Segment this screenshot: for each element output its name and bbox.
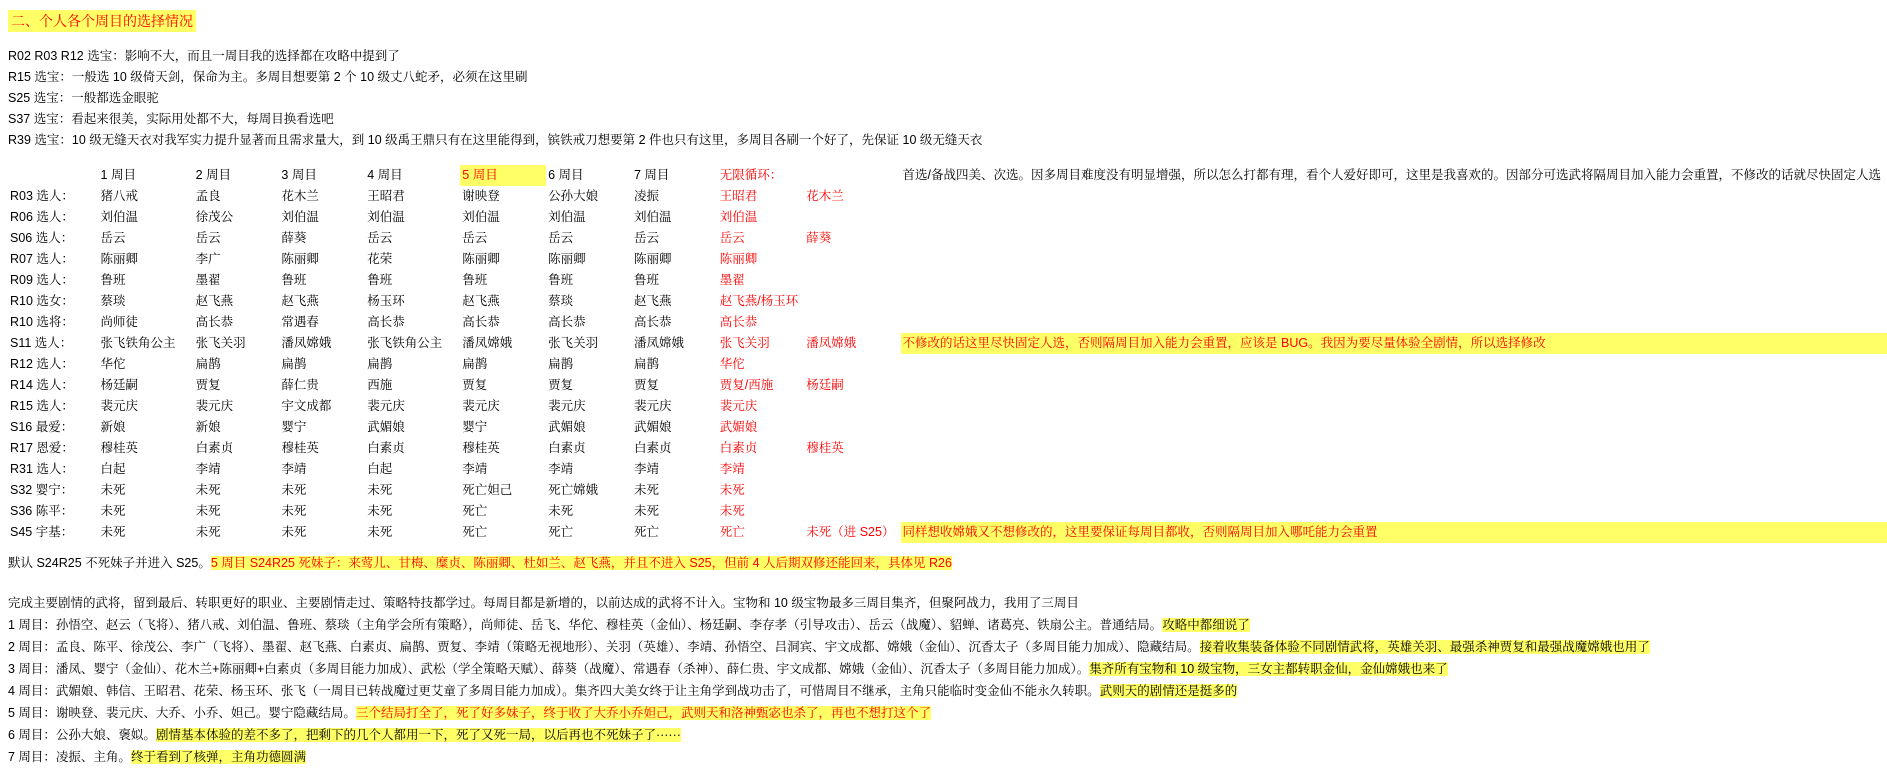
- cell: 武媚娘: [548, 420, 586, 434]
- cell: 武媚娘: [367, 420, 405, 434]
- loop-spacer: [804, 165, 900, 186]
- strategy-highlight: 攻略中都细说了: [1162, 618, 1250, 632]
- cell-note: [901, 375, 1887, 396]
- row-label: S32 婴宁：: [10, 483, 74, 497]
- cell: 陈丽卿: [100, 252, 139, 266]
- table-row: [8, 207, 1887, 228]
- note-line: R15 选宝：一般选 10 级倚天剑，保命为主。多周目想要第 2 个 10 级丈八蛇矛，必须在这里刷: [8, 70, 528, 84]
- cell-recommend: 贾复/西施: [719, 378, 774, 392]
- cell: 穆桂英: [281, 441, 319, 455]
- note-line: R39 选宝：10 级无缝天衣对我军实力提升显著而且需求量大，到 10 级禹王鼎只有在这里能得到，镔铁戒刀想要第 2 件也只有这里，多周目各刷一个好了，先保证 10 级无缝天衣: [8, 133, 983, 147]
- cell: 墨翟: [195, 273, 221, 287]
- cell: 张飞铁角公主: [100, 336, 176, 350]
- col-header-3: 3 周目: [281, 168, 317, 182]
- cell: 刘伯温: [633, 210, 672, 224]
- cell: 扁鹊: [548, 357, 574, 371]
- cell-recommend-alt: 潘凤嫦娥: [806, 336, 857, 350]
- cell: 华佗: [100, 357, 126, 371]
- cell: 死亡: [633, 525, 659, 539]
- cell: 西施: [367, 378, 393, 392]
- table-header-row: [8, 165, 1887, 186]
- cell-recommend: 未死: [719, 504, 745, 518]
- strategy-text: 4 周目：武媚娘、韩信、王昭君、花荣、杨玉环、张飞（一周目已转战魔过更艾童了多周目能力加成）。集齐四大美女终于让主角学到战功击了，可惜周目不继承，主角只能临时变金仙不能永久转职。: [8, 684, 1100, 698]
- cell-recommend: 岳云: [719, 231, 745, 245]
- corner-cell: [8, 165, 99, 186]
- cell: 岳云: [633, 231, 659, 245]
- cell: 蔡琰: [548, 294, 574, 308]
- cell: 李靖: [195, 462, 221, 476]
- cell: 宇文成都: [281, 399, 332, 413]
- cell: 死亡: [548, 525, 574, 539]
- strategy-block: [8, 592, 1887, 768]
- cell: 白起: [100, 462, 126, 476]
- cell-recommend-alt: [804, 417, 900, 438]
- cell: 薛葵: [281, 231, 307, 245]
- cell-recommend: 墨翟: [719, 273, 745, 287]
- cell: 白起: [367, 462, 393, 476]
- cell: 贾复: [548, 378, 574, 392]
- strategy-intro: 完成主要剧情的武将，留到最后、转职更好的职业、主要剧情走过、策略特技都学过。每周目都是新增的，以前达成的武将不计入。宝物和 10 级宝物最多三周目集齐，但聚阿战力，我用了三周目: [8, 596, 1079, 610]
- cell: 潘凤嫦娥: [281, 336, 332, 350]
- col-header-2: 2 周目: [195, 168, 232, 182]
- cell: 贾复: [633, 378, 659, 392]
- cell-note: [901, 354, 1887, 375]
- cell-recommend-alt: [804, 291, 900, 312]
- strategy-highlight-red: 三个结局打全了，死了好多妹子，终于收了大乔小乔妲己，武则天和洛神甄宓也杀了，再也不想打这个了: [355, 706, 931, 720]
- cell: 贾复: [195, 378, 221, 392]
- row-label: R12 选人：: [10, 357, 74, 371]
- cell-recommend-alt: [804, 207, 900, 228]
- row-label: R31 选人：: [10, 462, 74, 476]
- cell: 刘伯温: [462, 210, 500, 224]
- cell: 岳云: [462, 231, 488, 245]
- cell-note: 同样想收嫦娥又不想修改的，这里要保证每周目都收，否则隔周目加入哪吒能力会重置: [901, 522, 1887, 543]
- cell: 张飞铁角公主: [367, 336, 443, 350]
- table-row: [8, 228, 1887, 249]
- cell: 扁鹊: [633, 357, 659, 371]
- cell: 未死: [548, 504, 574, 518]
- cell-note: [901, 459, 1887, 480]
- strategy-line-1: [8, 614, 1887, 636]
- cell: 陈丽卿: [633, 252, 672, 266]
- cell: 裴元庆: [367, 399, 405, 413]
- row-label: R06 选人：: [10, 210, 74, 224]
- table-row: [8, 333, 1887, 354]
- col-header-1: 1 周目: [100, 168, 136, 182]
- cell: 张飞关羽: [195, 336, 246, 350]
- cell-recommend-alt: 花木兰: [806, 189, 844, 203]
- strategy-text: 2 周目：孟良、陈平、徐茂公、李广（飞将）、墨翟、赵飞燕、白素贞、扁鹊、贾复、李靖（策略无视地形）、关羽（英雄）、李靖、孙悟空、吕洞宾、宇文成都、嫦娥（金仙）、沉香太子（多周目能力加成）、隐藏结局。: [8, 640, 1200, 654]
- cell: 裴元庆: [195, 399, 234, 413]
- table-row: [8, 312, 1887, 333]
- cell: 花木兰: [281, 189, 319, 203]
- row-label: S11 选人：: [10, 336, 73, 350]
- col-header-4: 4 周目: [367, 168, 403, 182]
- cell: 鲁班: [462, 273, 488, 287]
- section-title: 二、个人各个周目的选择情况: [8, 10, 196, 32]
- cell: 裴元庆: [548, 399, 586, 413]
- cell-note: [901, 249, 1887, 270]
- row-label: S36 陈平：: [10, 504, 74, 518]
- cell: 赵飞燕: [195, 294, 234, 308]
- cell: 陈丽卿: [462, 252, 500, 266]
- table-row: [8, 396, 1887, 417]
- cell: 白素贞: [633, 441, 672, 455]
- cell: 张飞关羽: [548, 336, 599, 350]
- cell: 新娘: [100, 420, 126, 434]
- cell: 高长恭: [367, 315, 405, 329]
- cell: 白素贞: [548, 441, 586, 455]
- cell: 死亡嫦娥: [548, 483, 599, 497]
- table-row: [8, 186, 1887, 207]
- row-label: S45 宇基：: [10, 525, 74, 539]
- table-row: [8, 249, 1887, 270]
- cell: 王昭君: [367, 189, 405, 203]
- cell: 薛仁贵: [281, 378, 319, 392]
- cell: 死亡妲己: [462, 483, 513, 497]
- cell: 贾复: [462, 378, 488, 392]
- cell-recommend-alt: 薛葵: [806, 231, 832, 245]
- cell-note: [901, 186, 1887, 207]
- cell: 李广: [195, 252, 221, 266]
- cell: 陈丽卿: [281, 252, 319, 266]
- cell: 赵飞燕: [281, 294, 319, 308]
- strategy-line-4: [8, 680, 1887, 702]
- strategy-text: 1 周目：孙悟空、赵云（飞将）、猪八戒、刘伯温、鲁班、蔡琰（主角学会所有策略），尚师徒、岳飞、华佗、穆桂英（金仙）、杨廷嗣、李存孝（引导攻击）、岳云（战魔）、貂蝉、诸葛亮、铁扇公主。普通结局。: [8, 618, 1163, 632]
- cell-recommend: 死亡: [719, 525, 745, 539]
- strategy-line-2: [8, 636, 1887, 658]
- cell-recommend-alt: [804, 501, 900, 522]
- note-line: S37 选宝：看起来很美，实际用处都不大，每周目换看选吧: [8, 112, 334, 126]
- cell: 李靖: [633, 462, 659, 476]
- cell-recommend-alt: [804, 480, 900, 501]
- cell-recommend-alt: [804, 312, 900, 333]
- row-label: R15 选人：: [10, 399, 74, 413]
- table-row: [8, 270, 1887, 291]
- col-header-6: 6 周目: [548, 168, 584, 182]
- cell: 猪八戒: [100, 189, 139, 203]
- row-label: S16 最爱：: [10, 420, 74, 434]
- cell: 未死: [367, 504, 393, 518]
- cell: 未死: [281, 504, 307, 518]
- cell: 鲁班: [367, 273, 393, 287]
- cell-recommend: 赵飞燕/杨玉环: [719, 294, 799, 308]
- cell: 死亡: [462, 504, 488, 518]
- cell: 新娘: [195, 420, 221, 434]
- row-label: R17 恩爱：: [10, 441, 74, 455]
- cell-note: [901, 207, 1887, 228]
- strategy-line-7: [8, 746, 1887, 768]
- table-row: [8, 459, 1887, 480]
- cell: 裴元庆: [100, 399, 139, 413]
- cell: 潘凤嫦娥: [462, 336, 513, 350]
- cell: 徐茂公: [195, 210, 234, 224]
- cell-recommend-alt: 未死（进 S25）: [806, 525, 895, 539]
- strategy-line-6: [8, 724, 1887, 746]
- selection-matrix: [8, 165, 1887, 543]
- cell: 岳云: [367, 231, 393, 245]
- row-label: R09 选人：: [10, 273, 74, 287]
- cell: 高长恭: [195, 315, 234, 329]
- row-label: R14 选人：: [10, 378, 74, 392]
- cell-note: [901, 396, 1887, 417]
- loop-label: 无限循环：: [719, 168, 783, 182]
- cell: 高长恭: [548, 315, 586, 329]
- table-row: [8, 291, 1887, 312]
- cell-recommend: 高长恭: [719, 315, 758, 329]
- cell-recommend-alt: 穆桂英: [806, 441, 844, 455]
- cell: 裴元庆: [633, 399, 672, 413]
- cell: 李靖: [462, 462, 488, 476]
- cell: 谢映登: [462, 189, 500, 203]
- after-note-prefix: 默认 S24R25 不死妹子并进入 S25。: [8, 556, 211, 570]
- table-row: [8, 501, 1887, 522]
- cell-recommend: 华佗: [719, 357, 745, 371]
- cell: 岳云: [100, 231, 126, 245]
- cell-recommend-alt: [804, 354, 900, 375]
- cell-recommend: 未死: [719, 483, 745, 497]
- cell: 白素贞: [367, 441, 405, 455]
- cell: 鲁班: [548, 273, 574, 287]
- cell: 未死: [100, 483, 126, 497]
- cell: 杨玉环: [367, 294, 405, 308]
- cell: 孟良: [195, 189, 221, 203]
- table-row: [8, 480, 1887, 501]
- cell-note: [901, 312, 1887, 333]
- strategy-highlight: 剧情基本体验的差不多了，把剩下的几个人都用一下，死了又死一局，以后再也不死妹子了······: [155, 728, 681, 742]
- cell-recommend: 张飞关羽: [719, 336, 770, 350]
- row-label: R10 选将：: [10, 315, 74, 329]
- cell: 鲁班: [633, 273, 659, 287]
- cell-recommend-alt: [804, 396, 900, 417]
- note-line: R02 R03 R12 选宝：影响不大，而且一周目我的选择都在攻略中提到了: [8, 49, 400, 63]
- cell-note: [901, 228, 1887, 249]
- cell: 赵飞燕: [633, 294, 672, 308]
- cell: 未死: [633, 483, 659, 497]
- cell: 花荣: [367, 252, 393, 266]
- cell: 公孙大娘: [548, 189, 599, 203]
- table-row: [8, 375, 1887, 396]
- table-row: [8, 417, 1887, 438]
- cell-recommend-alt: [804, 249, 900, 270]
- cell-recommend: 裴元庆: [719, 399, 758, 413]
- cell: 刘伯温: [548, 210, 586, 224]
- cell: 穆桂英: [100, 441, 139, 455]
- strategy-line-5: [8, 702, 1887, 724]
- cell: 裴元庆: [462, 399, 500, 413]
- cell: 凌振: [633, 189, 659, 203]
- strategy-highlight: 终于看到了核弹，主角功德圆满: [130, 750, 306, 764]
- strategy-text: 7 周目：凌振、主角。: [8, 750, 131, 764]
- cell: 未死: [367, 525, 393, 539]
- cell: 未死: [195, 483, 221, 497]
- cell: 扁鹊: [367, 357, 393, 371]
- cell: 岳云: [195, 231, 221, 245]
- loop-note: 首选/备战四美、次选。因多周目难度没有明显增强，所以怎么打都有理，看个人爱好即可，这里是我喜欢的。因部分可选武将隔周目加入能力会重置，不修改的话就尽快固定人选: [902, 168, 1881, 182]
- cell-recommend: 白素贞: [719, 441, 758, 455]
- cell: 陈丽卿: [548, 252, 586, 266]
- cell-recommend: 陈丽卿: [719, 252, 758, 266]
- cell: 未死: [633, 504, 659, 518]
- cell: 未死: [195, 504, 221, 518]
- cell-recommend: 王昭君: [719, 189, 758, 203]
- cell-note: 不修改的话这里尽快固定人选，否则隔周目加入能力会重置，应该是 BUG。我因为要尽量体验全剧情，所以选择修改: [901, 333, 1887, 354]
- cell: 未死: [281, 525, 307, 539]
- strategy-highlight: 接着收集装备体验不同剧情武将，英雄关羽、最强杀神贾复和最强战魔嫦娥也用了: [1199, 640, 1650, 654]
- cell: 扁鹊: [462, 357, 488, 371]
- cell: 白素贞: [195, 441, 234, 455]
- cell-recommend-alt: 杨廷嗣: [806, 378, 844, 392]
- strategy-highlight: 集齐所有宝物和 10 级宝物，三女主都转职金仙，金仙嫦娥也来了: [1089, 662, 1448, 676]
- cell: 刘伯温: [100, 210, 139, 224]
- cell: 未死: [100, 525, 126, 539]
- col-header-5: 5 周目: [460, 165, 546, 186]
- cell-recommend: 武媚娘: [719, 420, 758, 434]
- cell: 杨廷嗣: [100, 378, 139, 392]
- cell: 未死: [367, 483, 393, 497]
- cell: 赵飞燕: [462, 294, 500, 308]
- after-note-red: 5 周目 S24R25 死妹子：来莺儿、甘梅、糜贞、陈丽卿、杜如兰、赵飞燕，并且不进入 S25，但前 4 人后期双修还能回来，具体见 R26: [210, 556, 952, 570]
- strategy-text: 5 周目：谢映登、裴元庆、大乔、小乔、妲己。婴宁隐藏结局。: [8, 706, 356, 720]
- cell: 死亡: [462, 525, 488, 539]
- cell: 潘凤嫦娥: [633, 336, 684, 350]
- strategy-text: 6 周目：公孙大娘、褒姒。: [8, 728, 156, 742]
- cell: 穆桂英: [462, 441, 500, 455]
- row-label: S06 选人：: [10, 231, 74, 245]
- row-label: R07 选人：: [10, 252, 74, 266]
- cell: 蔡琰: [100, 294, 126, 308]
- cell: 鲁班: [100, 273, 126, 287]
- cell-note: [901, 438, 1887, 459]
- cell: 扁鹊: [195, 357, 221, 371]
- cell: 刘伯温: [367, 210, 405, 224]
- cell-recommend-alt: [804, 270, 900, 291]
- cell: 未死: [100, 504, 126, 518]
- cell-recommend: 刘伯温: [719, 210, 758, 224]
- cell-note: [901, 501, 1887, 522]
- cell: 岳云: [548, 231, 574, 245]
- cell: 婴宁: [462, 420, 488, 434]
- cell: 李靖: [548, 462, 574, 476]
- row-label: R10 选女：: [10, 294, 74, 308]
- table-row: [8, 354, 1887, 375]
- cell: 常遇春: [281, 315, 319, 329]
- cell: 鲁班: [281, 273, 307, 287]
- row-label: R03 选人：: [10, 189, 74, 203]
- cell: 婴宁: [281, 420, 307, 434]
- cell: 尚师徒: [100, 315, 139, 329]
- cell-note: [901, 270, 1887, 291]
- after-table-note: [8, 553, 1887, 574]
- strategy-highlight: 武则天的剧情还是挺多的: [1099, 684, 1238, 698]
- cell: 高长恭: [633, 315, 672, 329]
- cell: 李靖: [281, 462, 307, 476]
- cell-recommend-alt: [804, 459, 900, 480]
- notes-block: [8, 46, 1887, 151]
- cell: 刘伯温: [281, 210, 319, 224]
- table-row: [8, 438, 1887, 459]
- cell: 未死: [281, 483, 307, 497]
- cell-recommend: 李靖: [719, 462, 745, 476]
- cell: 高长恭: [462, 315, 500, 329]
- strategy-text: 3 周目：潘凤、婴宁（金仙）、花木兰+陈丽卿+白素贞（多周目能力加成）、武松（学全策略天赋）、薛葵（战魔）、常遇春（杀神）、薛仁贵、宇文成都、嫦娥（金仙）、沉香太子（多周目能力加成）。: [8, 662, 1090, 676]
- cell-note: [901, 291, 1887, 312]
- note-line: S25 选宝：一般都选金眼驼: [8, 91, 159, 105]
- cell: 扁鹊: [281, 357, 307, 371]
- table-row: [8, 522, 1887, 543]
- col-header-7: 7 周目: [633, 168, 670, 182]
- cell-note: [901, 417, 1887, 438]
- cell: 未死: [195, 525, 221, 539]
- cell: 武媚娘: [633, 420, 672, 434]
- strategy-line-3: [8, 658, 1887, 680]
- cell-note: [901, 480, 1887, 501]
